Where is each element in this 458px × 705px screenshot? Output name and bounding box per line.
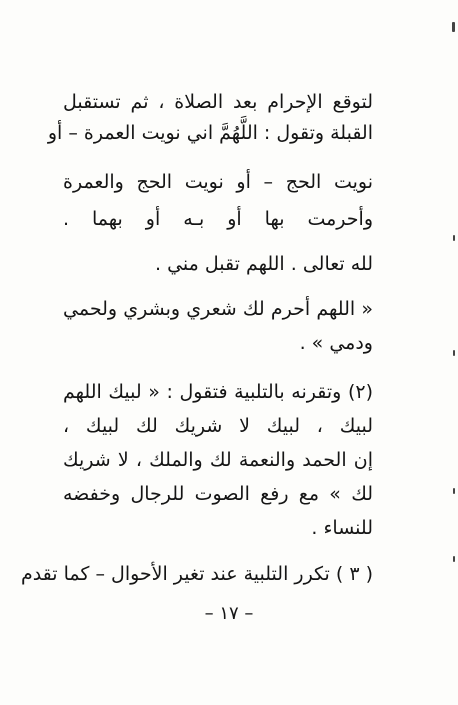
item-3-line-1: ( ٣ ) تكرر التلبية عند تغير الأحوال – كما تقدم — [20, 563, 373, 585]
item-2-line-2: لبيك ، لبيك لا شريك لك لبيك ، — [63, 415, 373, 437]
margin-mark — [453, 235, 455, 241]
margin-mark — [453, 556, 455, 562]
paragraph-1-line-1: لتوقع الإحرام بعد الصلاة ، ثم تستقبل — [63, 91, 373, 113]
paragraph-1-line-3: نويت الحج – أو نويت الحج والعمرة — [63, 171, 373, 193]
margin-mark — [453, 488, 455, 494]
paragraph-1-line-5: لله تعالى . اللهم تقبل مني . — [155, 253, 373, 275]
margin-mark — [453, 350, 455, 356]
item-2-line-1: (٢) وتقرنه بالتلبية فتقول : « لبيك اللهم — [63, 381, 373, 403]
item-2-line-5: للنساء . — [311, 517, 373, 539]
item-2-line-3: إن الحمد والنعمة لك والملك ، لا شريك — [63, 449, 373, 471]
margin-mark — [452, 22, 455, 32]
paragraph-2-line-1: « اللهم أحرم لك شعري وبشري ولحمي — [63, 298, 373, 320]
item-2-line-4: لك » مع رفع الصوت للرجال وخفضه — [63, 483, 373, 505]
paragraph-1-line-4: وأحرمت بها أو بـه أو بهما . — [63, 208, 373, 230]
page-number: – ١٧ – — [204, 603, 254, 624]
paragraph-1-line-2: القبلة وتقول : اللَّهُمَّ اني نويت العمرة – أو — [47, 122, 373, 144]
paragraph-2-line-2: ودمي » . — [299, 332, 373, 354]
